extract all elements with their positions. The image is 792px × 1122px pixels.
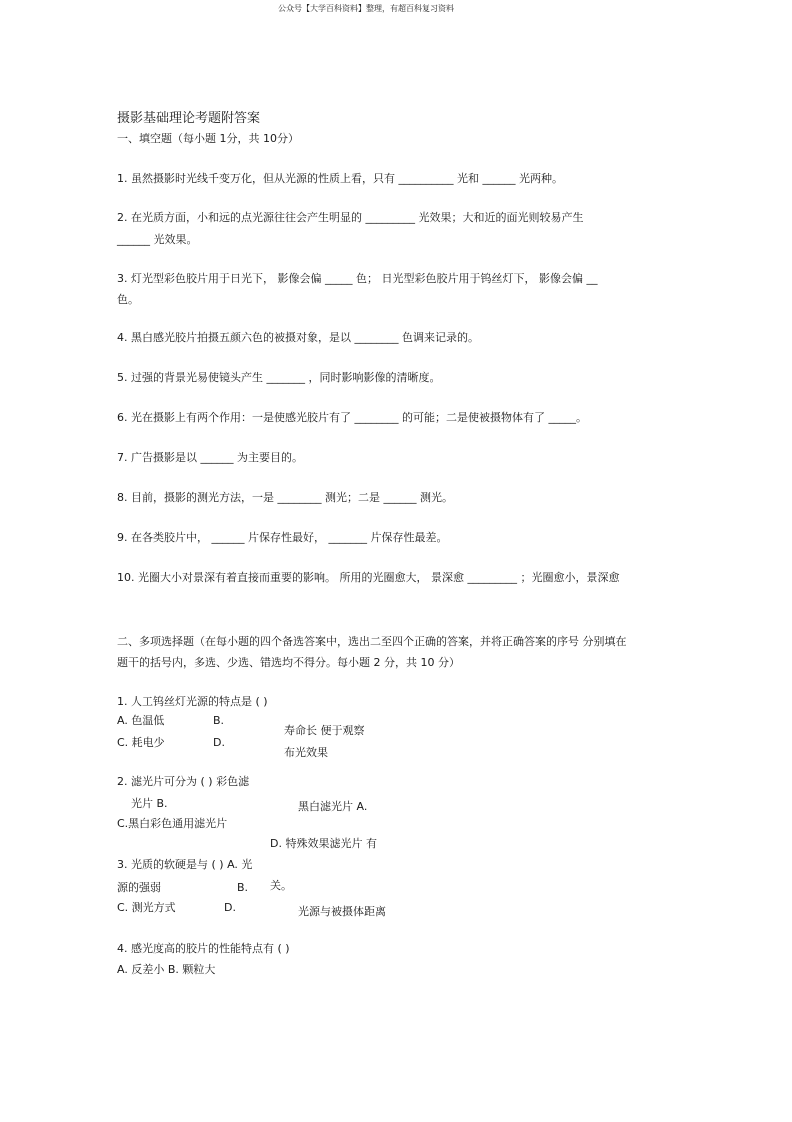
section2-heading-line2: 题干的括号内，多选、少选、错选均不得分。每小题 2 分，共 10 分）: [117, 656, 460, 669]
mc-q3-tail: 关。: [270, 879, 292, 892]
page-header: 公众号【大学百科资料】整理，有超百科复习资料: [278, 4, 454, 13]
mc-q3-option-d-text: 光源与被摄体距离: [298, 905, 386, 918]
mc-q1-option-c: C. 耗电少: [117, 736, 165, 749]
question-3-line2: 色。: [117, 293, 139, 306]
section2-heading-line1: 二、多项选择题（在每小题的四个备选答案中，选出二至四个正确的答案，并将正确答案的序号 分别填在: [117, 635, 627, 648]
mc-q3-option-c: C. 测光方式: [117, 901, 176, 914]
mc-q3-line2: 源的强弱: [117, 881, 161, 894]
question-2-line1: 2. 在光质方面，小和远的点光源往往会产生明显的 _________ 光效果；大和近的面光则较易产生: [117, 211, 584, 224]
mc-q4-options-ab: A. 反差小 B. 颗粒大: [117, 963, 216, 976]
mc-q1-option-b-label: B.: [213, 714, 225, 727]
question-5: 5. 过强的背景光易使镜头产生 _______ ，同时影响影像的清晰度。: [117, 371, 441, 384]
mc-q3-option-b-label: B.: [237, 881, 249, 894]
mc-q1-option-d-label: D.: [213, 736, 225, 749]
mc-q3-option-d-label: D.: [224, 901, 236, 914]
question-4: 4. 黑白感光胶片拍摄五颜六色的被摄对象，是以 ________ 色调来记录的。: [117, 331, 479, 344]
mc-question-1-stem: 1. 人工钨丝灯光源的特点是 ( ): [117, 695, 268, 708]
document-title: 摄影基础理论考题附答案: [117, 111, 261, 126]
mc-q2-line2: 光片 B.: [131, 797, 168, 810]
question-7: 7. 广告摄影是以 ______ 为主要目的。: [117, 451, 303, 464]
mc-q2-option-c: C.黑白彩色通用滤光片: [117, 817, 228, 830]
mc-q1-option-a: A. 色温低: [117, 714, 165, 727]
question-6: 6. 光在摄影上有两个作用：一是使感光胶片有了 ________ 的可能；二是使被摄物体有了 _____。: [117, 411, 587, 424]
question-8: 8. 目前，摄影的测光方法，一是 ________ 测光；二是 ______ 测光。: [117, 491, 453, 504]
mc-question-3-stem: 3. 光质的软硬是与 ( ) A. 光: [117, 858, 253, 871]
question-3-line1: 3. 灯光型彩色胶片用于日光下， 影像会偏 _____ 色； 日光型彩色胶片用于钨丝灯下， 影像会偏 __: [117, 272, 598, 285]
question-1: 1. 虽然摄影时光线千变万化，但从光源的性质上看，只有 __________ 光和 ______ 光两种。: [117, 172, 563, 185]
question-10: 10. 光圈大小对景深有着直接而重要的影响。 所用的光圈愈大， 景深愈 _________ ；光圈愈小，景深愈: [117, 571, 620, 584]
mc-q1-option-b-text: 寿命长 便于观察: [284, 724, 365, 737]
question-2-line2: ______ 光效果。: [117, 233, 198, 246]
mc-question-2-stem: 2. 滤光片可分为 ( ) 彩色滤: [117, 775, 250, 788]
question-9: 9. 在各类胶片中， ______ 片保存性最好， _______ 片保存性最差。: [117, 531, 448, 544]
section1-heading: 一、填空题（每小题 1分，共 10分）: [117, 132, 299, 145]
mc-q2-option-d: D. 特殊效果滤光片 有: [270, 837, 377, 850]
mc-question-4-stem: 4. 感光度高的胶片的性能特点有 ( ): [117, 942, 290, 955]
mc-q2-right: 黑白滤光片 A.: [298, 800, 368, 813]
mc-q1-option-d-text: 布光效果: [284, 746, 328, 759]
